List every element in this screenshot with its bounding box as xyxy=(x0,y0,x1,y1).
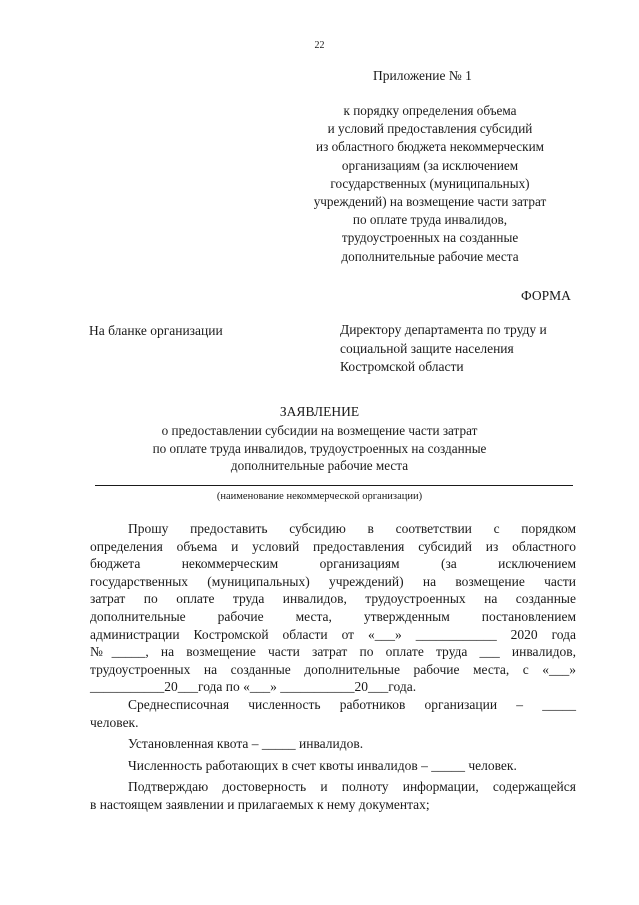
statement-title: ЗАЯВЛЕНИЕ xyxy=(279,404,360,419)
statement-subtitle-line: дополнительные рабочие места xyxy=(230,458,409,474)
body-line: бюджета некоммерческим организациям (за исключением xyxy=(90,556,576,572)
appendix-line: из областного бюджета некоммерческим xyxy=(316,139,544,155)
body-line: Среднесписочная численность работников организации – _____ xyxy=(128,696,576,712)
addressee-line: социальной защите населения xyxy=(340,340,514,356)
appendix-line: дополнительные рабочие места xyxy=(341,248,519,264)
body-line: определения объема и условий предоставления субсидий из областного xyxy=(90,538,576,554)
body-line: администрации Костромской области от «___» ____________ 2020 года xyxy=(90,626,576,642)
body-line: трудоустроенных на созданные дополнительные рабочие места, с «___» xyxy=(90,661,576,677)
statement-body xyxy=(90,520,576,814)
body-line: дополнительные рабочие места, утвержденным постановлением xyxy=(90,608,576,624)
body-line: №_____, на возмещение части затрат по оплате труда ___ инвалидов, xyxy=(90,644,576,660)
statement-subtitle-line: о предоставлении субсидии на возмещение части затрат xyxy=(161,423,478,438)
body-line: Прошу предоставить субсидию в соответствии с порядком xyxy=(128,521,576,536)
appendix-line: и условий предоставления субсидий xyxy=(327,121,533,137)
body-line: ___________20___года по «___» ___________20___года. xyxy=(90,679,417,695)
appendix-line: к порядку определения объема xyxy=(343,103,517,118)
addressee-line: Костромской области xyxy=(340,359,464,374)
body-line: человек. xyxy=(90,714,139,730)
body-line: в настоящем заявлении и прилагаемых к нему документах; xyxy=(90,796,430,812)
letterhead-note: На бланке организации xyxy=(89,323,223,338)
appendix-line: государственных (муниципальных) xyxy=(330,175,530,191)
appendix-line: трудоустроенных на созданные xyxy=(341,230,519,246)
body-line: Численность работающих в счет квоты инвалидов – _____ человек. xyxy=(128,757,517,773)
appendix-title: Приложение № 1 xyxy=(373,68,472,83)
appendix-line: по оплате труда инвалидов, xyxy=(352,212,508,228)
page-number: 22 xyxy=(314,40,325,51)
organization-name-caption: (наименование некоммерческой организации) xyxy=(216,491,423,502)
body-line: затрат по оплате труда инвалидов, трудоустроенных на созданные xyxy=(90,591,576,607)
appendix-description xyxy=(285,102,575,266)
body-line: Подтверждаю достоверность и полноту информации, содержащейся xyxy=(128,779,576,795)
statement-subtitle-line: по оплате труда инвалидов, трудоустроенных на созданные xyxy=(152,440,487,456)
form-label: ФОРМА xyxy=(521,288,571,303)
appendix-line: организациям (за исключением xyxy=(341,157,519,173)
addressee-line: Директору департамента по труду и xyxy=(340,322,547,337)
body-line: Установленная квота – _____ инвалидов. xyxy=(128,736,364,752)
addressee-block xyxy=(340,321,547,377)
organization-name-field[interactable] xyxy=(95,485,573,486)
statement-subtitle xyxy=(0,422,639,475)
appendix-line: учреждений) на возмещение части затрат xyxy=(313,194,547,210)
body-line: государственных (муниципальных) учреждений) на возмещение части xyxy=(90,573,576,589)
